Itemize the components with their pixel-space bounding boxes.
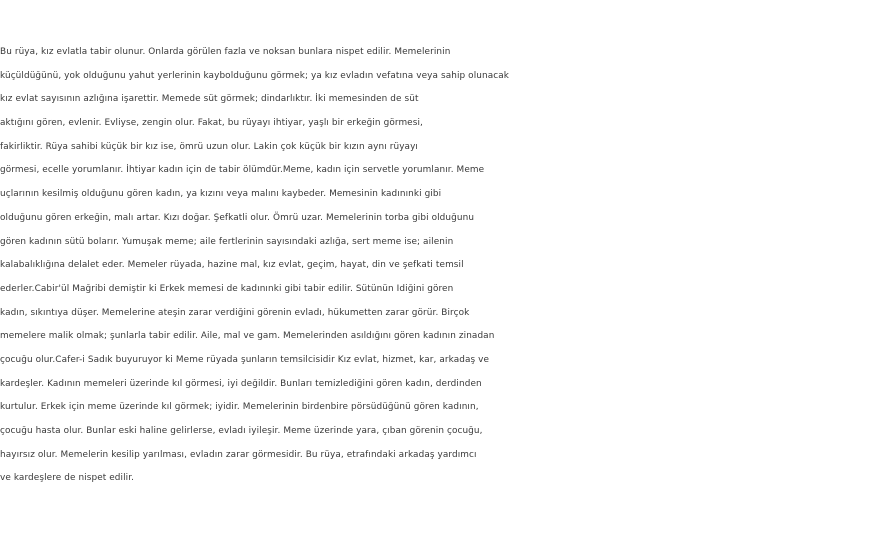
- article-line: ederler.Cabir'ül Mağribi demiştir ki Erkek memesi de kadınınki gibi tabir edilir. Sütünün Idiğini gören: [0, 283, 454, 294]
- article-line: çocuğu olur.Cafer-i Sadık buyuruyor ki Meme rüyada şunların temsilcisidir Kız evlat, hizmet, kar, arkadaş ve: [0, 354, 490, 365]
- article-line: kadın, sıkıntıya düşer. Memelerine ateşin zarar verdiğini görenin evladı, hükumetten zarar görür. Birçok: [0, 307, 470, 318]
- article-line: hayırsız olur. Memelerin kesilip yarılması, evladın zarar görmesidir. Bu rüya, etrafındaki arkadaş yardımcı: [0, 449, 477, 460]
- article-line: kalabalıklığına delalet eder. Memeler rüyada, hazine mal, kız evlat, geçim, hayat, din ve şefkati temsil: [0, 260, 464, 271]
- article-line: memelere malik olmak; şunlarla tabir edilir. Aile, mal ve gam. Memelerinden asıldığını gören kadının zinadan: [0, 331, 495, 342]
- article-line: çocuğu hasta olur. Bunlar eski haline gelirlerse, evladı iyileşir. Meme üzerinde yara, çıban görenin çocuğu,: [0, 426, 483, 436]
- article-line: uçlarının kesilmiş olduğunu gören kadın, ya kızını veya malını kaybeder. Memesinin kadınınki gibi: [0, 189, 442, 200]
- article-line: olduğunu gören erkeğin, malı artar. Kızı doğar. Şefkatli olur. Ömrü uzar. Memelerinin torba gibi olduğunu: [0, 212, 475, 223]
- article-line: aktığını gören, evlenir. Evliyse, zengin olur. Fakat, bu rüyayı ihtiyar, yaşlı bir erkeğin görmesi,: [0, 118, 423, 129]
- article-body: [0, 41, 880, 491]
- article-line: görmesi, ecelle yorumlanır. İhtiyar kadın için de tabir ölümdür.Meme, kadın için servetle yorumlanır. Meme: [0, 165, 485, 176]
- article-line: kardeşler. Kadının memeleri üzerinde kıl görmesi, iyi değildir. Bunları temizlediğini gören kadın, derdinden: [0, 378, 482, 389]
- article-line: gören kadının sütü bolarır. Yumuşak meme; aile fertlerinin sayısındaki azlığa, sert meme ise; ailenin: [0, 236, 454, 247]
- article-line: ve kardeşlere de nispet edilir.: [0, 473, 135, 484]
- article-line: kız evlat sayısının azlığına işarettir. Memede süt görmek; dindarlıktır. İki memesinden de süt: [0, 94, 419, 105]
- article-line: Bu rüya, kız evlatla tabir olunur. Onlarda görülen fazla ve noksan bunlara nispet edilir. Memelerinin: [0, 47, 451, 57]
- article-line: küçüldüğünü, yok olduğunu yahut yerlerinin kaybolduğunu görmek; ya kız evladın vefatına veya sahip olunacak: [0, 70, 510, 81]
- article-line: kurtulur. Erkek için meme üzerinde kıl görmek; iyidir. Memelerinin birdenbire pörsüdüğünü gören kadının,: [0, 402, 479, 413]
- article-line: fakirliktir. Rüya sahibi küçük bir kız ise, ömrü uzun olur. Lakin çok küçük bir kızın aynı rüyayı: [0, 141, 418, 152]
